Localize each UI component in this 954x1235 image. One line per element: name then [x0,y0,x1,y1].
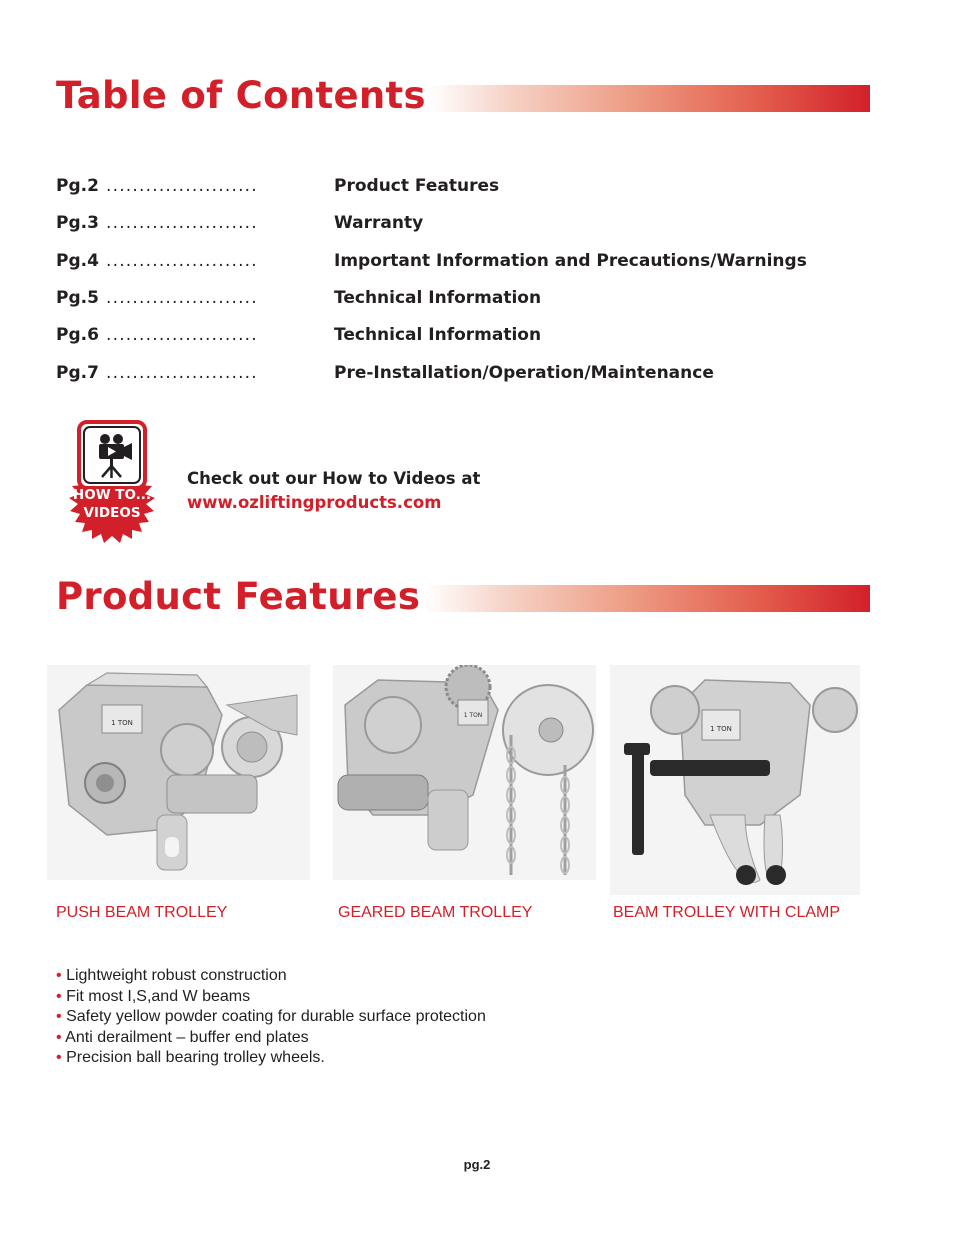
product-caption: BEAM TROLLEY WITH CLAMP [613,904,841,921]
nameplate-label: 1 TON [111,719,133,727]
toc-entry[interactable] [56,288,541,312]
feature-text: Fit most I,S,and W beams [66,987,251,1005]
bullet-icon: • [56,1049,62,1067]
videos-link[interactable]: www.ozliftingproducts.com [187,493,442,512]
how-to-videos-badge[interactable] [55,420,170,545]
toc-entry-page: Pg.2 [56,176,99,196]
toc-entry-dots: ....................... [106,176,258,196]
feature-text: Precision ball bearing trolley wheels. [66,1049,325,1067]
bullet-icon: • [56,1028,62,1046]
toc-entry-dots: ....................... [106,251,258,271]
product-caption: PUSH BEAM TROLLEY [56,904,228,921]
features-title: Product Features [56,575,421,618]
feature-text: Safety yellow powder coating for durable surface protection [66,1008,486,1026]
toc-entry-page: Pg.7 [56,363,99,383]
feature-item [56,1028,486,1049]
toc-entry-title: Product Features [334,176,500,196]
toc-entry[interactable] [56,213,423,237]
toc-entry-title: Pre-Installation/Operation/Maintenance [334,363,714,383]
badge-label-line2: VIDEOS [83,505,141,521]
nameplate-label: 1 TON [710,725,732,733]
bullet-icon: • [56,987,62,1005]
toc-entry-dots: ....................... [106,288,258,308]
geared-beam-trolley-image [333,665,596,880]
feature-text: Anti derailment – buffer end plates [65,1028,309,1046]
features-title-bar [425,585,870,612]
toc-entry[interactable] [56,325,541,349]
bullet-icon: • [56,1008,62,1026]
feature-text: Lightweight robust construction [66,967,287,984]
badge-label-line1: HOW TO... [72,487,152,503]
toc-entry[interactable] [56,176,499,200]
nameplate-label: 1 TON [463,712,483,719]
toc-entry-dots: ....................... [106,213,258,233]
toc-entry-dots: ....................... [106,325,258,345]
toc-entry-page: Pg.4 [56,251,99,271]
feature-item [56,966,486,987]
feature-item [56,1048,486,1069]
toc-entry-title: Warranty [334,213,424,233]
toc-entry[interactable] [56,363,714,387]
toc-entry-title: Important Information and Precautions/Warnings [334,251,807,271]
bullet-icon: • [56,967,62,984]
toc-entry-page: Pg.3 [56,213,99,233]
feature-list [56,966,486,1069]
feature-item [56,1007,486,1028]
feature-item [56,987,486,1008]
toc-entry-page: Pg.5 [56,288,99,308]
product-caption: GEARED BEAM TROLLEY [338,904,533,921]
toc-entry-title: Technical Information [334,288,542,308]
toc-entry[interactable] [56,251,807,275]
toc-entry-title: Technical Information [334,325,542,345]
videos-callout-text: Check out our How to Videos at [187,469,481,488]
toc-title-bar [428,85,870,112]
push-beam-trolley-image [47,665,310,880]
toc-title: Table of Contents [56,74,426,117]
beam-trolley-with-clamp-image [610,665,860,895]
toc-entry-page: Pg.6 [56,325,99,345]
page-number: pg.2 [463,1157,491,1172]
videos-callout [187,467,480,515]
toc-entry-dots: ....................... [106,363,258,383]
